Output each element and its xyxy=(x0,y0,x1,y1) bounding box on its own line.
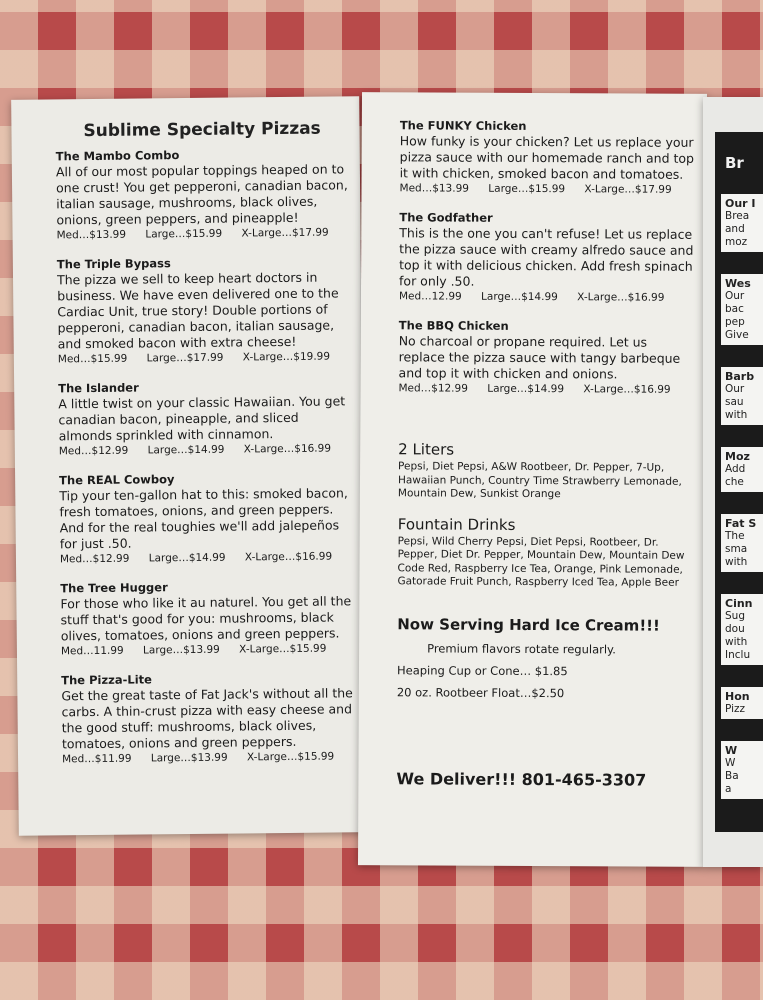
pizza-name: The Pizza-Lite xyxy=(61,672,153,688)
fountain-drinks-heading: Fountain Drinks xyxy=(397,514,516,534)
pizza-tree-hugger xyxy=(60,578,357,657)
pizza-description: Tip your ten-gallon hat to this: smoked bacon, fresh tomatoes, onions, and green peppers. And for the real toughies we'll add jalepeños for just .50. xyxy=(59,485,348,552)
flyer-item-desc: with xyxy=(725,556,748,568)
flyer-item-desc: bac xyxy=(725,303,744,315)
ice-cream-cup-price: Heaping Cup or Cone… $1.85 xyxy=(396,662,568,678)
flyer-item-desc: pep xyxy=(725,316,745,328)
ice-cream-note: Premium flavors rotate regularly. xyxy=(427,640,616,656)
flyer-item-name: Moz xyxy=(725,450,750,463)
menu-right-panel-partial xyxy=(703,97,763,867)
flyer-item-desc: W xyxy=(725,757,736,769)
price-xlarge: X-Large…$19.99 xyxy=(242,350,331,364)
flyer-title: Br xyxy=(725,154,744,172)
flyer-item-name: Our I xyxy=(725,197,756,210)
price-large: Large…$13.99 xyxy=(150,751,228,765)
flyer-item-desc: dou xyxy=(725,623,745,635)
pizza-prices xyxy=(61,642,357,657)
pizza-name: The BBQ Chicken xyxy=(398,318,509,333)
flyer-item-desc: Sug xyxy=(725,610,745,622)
pizza-name: The Triple Bypass xyxy=(56,256,171,272)
price-large: Large…$15.99 xyxy=(488,182,566,196)
flyer-item-desc: Inclu xyxy=(725,649,751,661)
flyer-item-desc: with xyxy=(725,636,748,648)
menu-section-title: Sublime Specialty Pizzas xyxy=(83,118,321,142)
price-large: Large…$14.99 xyxy=(148,551,226,565)
left-panel-content xyxy=(11,96,366,782)
pizza-description: How funky is your chicken? Let us replace your pizza sauce with our homemade ranch and top it with chicken, smoked bacon and tomatoes. xyxy=(399,133,695,182)
price-xlarge: X-Large…$15.99 xyxy=(246,750,335,764)
flyer-black-box xyxy=(715,132,763,832)
pizza-description: The pizza we sell to keep heart doctors in business. We have even delivered one to the Cardiac Unit, true story! Double portions of pepperoni, canadian bacon, italian sausage, and smoked bacon with extra cheese! xyxy=(56,269,339,352)
flyer-item-name: Wes xyxy=(725,277,751,290)
price-medium: Med…$12.99 xyxy=(59,552,130,566)
rootbeer-float-price: 20 oz. Rootbeer Float…$2.50 xyxy=(396,684,565,700)
flyer-item xyxy=(721,514,763,572)
flyer-item xyxy=(721,367,763,425)
pizza-funky-chicken xyxy=(399,118,696,196)
flyer-item-name: W xyxy=(725,744,738,757)
pizza-prices xyxy=(57,226,353,241)
flyer-item-desc: sau xyxy=(725,396,744,408)
price-medium: Med…$12.99 xyxy=(398,382,468,395)
price-large: Large…$14.99 xyxy=(481,290,558,304)
price-medium: Med…$13.99 xyxy=(56,228,127,242)
menu-left-panel xyxy=(11,96,367,836)
pizza-prices xyxy=(58,350,354,365)
flyer-item-name: Cinn xyxy=(725,597,753,610)
pizza-description: For those who like it au naturel. You get all the stuff that's good for you: mushrooms, black olives, tomatoes, onions and green peppers. xyxy=(60,593,352,644)
price-medium: Med…$15.99 xyxy=(57,352,128,366)
price-large: Large…$17.99 xyxy=(146,351,224,365)
price-large: Large…$13.99 xyxy=(142,643,220,657)
pizza-bbq-chicken xyxy=(398,318,695,396)
menu-middle-panel xyxy=(358,92,707,867)
price-medium: Med…$11.99 xyxy=(62,752,132,766)
pizza-prices xyxy=(398,382,695,396)
flyer-item-desc: sma xyxy=(725,543,748,555)
flyer-item-desc: Our xyxy=(725,383,745,395)
flyer-item-name: Fat S xyxy=(725,517,757,530)
flyer-item xyxy=(721,687,763,719)
price-xlarge: X-Large…$17.99 xyxy=(584,183,672,196)
pizza-prices xyxy=(399,182,696,196)
delivery-phone: We Deliver!!! 801-465-3307 xyxy=(396,768,647,790)
pizza-description: No charcoal or propane required. Let us replace the pizza sauce with tangy barbeque and top it with chicken and onions. xyxy=(398,333,681,382)
flyer-item-desc: Give xyxy=(725,329,749,341)
flyer-item xyxy=(721,194,763,252)
fountain-drinks-list: Pepsi, Wild Cherry Pepsi, Diet Pepsi, Rootbeer, Dr. Pepper, Diet Dr. Pepper, Mountain Dew, Mountain Dew Code Red, Raspberry Ice Tea, Orange, Pink Lemonade, Gatorade Fruit Punch, Raspberry Iced Tea, Apple Beer xyxy=(397,534,685,589)
flyer-item-desc: Pizz xyxy=(725,703,746,715)
pizza-name: The FUNKY Chicken xyxy=(399,118,527,133)
pizza-prices xyxy=(62,750,358,765)
pizza-godfather xyxy=(399,210,696,304)
price-medium: Med…12.99 xyxy=(398,290,462,303)
flyer-item-desc: with xyxy=(725,409,748,421)
two-liters-heading: 2 Liters xyxy=(398,440,455,459)
pizza-prices xyxy=(60,550,356,565)
flyer-item-name: Barb xyxy=(725,370,755,383)
pizza-name: The Tree Hugger xyxy=(60,580,168,596)
pizza-prices xyxy=(399,290,696,304)
price-xlarge: X-Large…$16.99 xyxy=(583,383,671,396)
pizza-islander xyxy=(58,378,355,457)
flyer-item xyxy=(721,447,763,492)
price-large: Large…$15.99 xyxy=(145,227,223,241)
flyer-item-desc: The xyxy=(725,530,745,542)
pizza-description: All of our most popular toppings heaped on to one crust! You get pepperoni, canadian bacon, italian sausage, mushrooms, black olives, onions, green peppers, and pineapple! xyxy=(55,161,348,228)
pizza-name: The Islander xyxy=(58,380,139,396)
flyer-item-desc: Brea xyxy=(725,210,750,222)
pizza-prices xyxy=(59,442,355,457)
pizza-real-cowboy xyxy=(59,470,356,565)
flyer-item-desc: Ba xyxy=(725,770,739,782)
flyer-item-desc: moz xyxy=(725,236,748,248)
price-xlarge: X-Large…$15.99 xyxy=(239,642,327,656)
price-large: Large…$14.99 xyxy=(487,382,565,396)
flyer-item-desc: Add xyxy=(725,463,746,475)
flyer-item-desc: Our xyxy=(725,290,745,302)
pizza-mambo-combo xyxy=(56,146,353,241)
flyer-item-desc: che xyxy=(725,476,744,488)
pizza-triple-bypass xyxy=(57,254,354,365)
price-medium: Med…$13.99 xyxy=(399,182,469,195)
flyer-item-desc: and xyxy=(725,223,745,235)
pizza-description: This is the one you can't refuse! Let us replace the pizza sauce with creamy alfredo sauce and top it with delicious chicken. Add fresh spinach for only .50. xyxy=(398,225,694,289)
pizza-name: The REAL Cowboy xyxy=(59,472,175,488)
price-medium: Med…11.99 xyxy=(60,644,124,658)
pizza-description: A little twist on your classic Hawaiian. You get canadian bacon, pineapple, and sliced almonds sprinkled with cinnamon. xyxy=(58,393,346,444)
ice-cream-heading: Now Serving Hard Ice Cream!!! xyxy=(397,614,660,635)
flyer-item xyxy=(721,274,763,345)
price-xlarge: X-Large…$16.99 xyxy=(243,442,332,456)
flyer-item-desc: a xyxy=(725,783,732,795)
flyer-item xyxy=(721,594,763,665)
pizza-name: The Mambo Combo xyxy=(55,148,180,164)
price-xlarge: X-Large…$16.99 xyxy=(244,550,333,564)
middle-panel-content xyxy=(358,92,707,789)
flyer-item xyxy=(721,741,763,799)
price-large: Large…$14.99 xyxy=(147,443,225,457)
pizza-lite xyxy=(61,670,358,765)
price-medium: Med…$12.99 xyxy=(58,444,129,458)
pizza-name: The Godfather xyxy=(399,210,493,225)
pizza-description: Get the great taste of Fat Jack's without all the carbs. A thin-crust pizza with easy cheese and the good stuff: mushrooms, black olives, tomatoes, onions and green peppers. xyxy=(61,685,353,752)
flyer-item-name: Hon xyxy=(725,690,750,703)
two-liters-list: Pepsi, Diet Pepsi, A&W Rootbeer, Dr. Pepper, 7-Up, Hawaiian Punch, Country Time Strawberry Lemonade, Mountain Dew, Sunkist Orange xyxy=(397,460,682,501)
price-xlarge: X-Large…$17.99 xyxy=(241,226,329,240)
price-xlarge: X-Large…$16.99 xyxy=(577,291,665,304)
